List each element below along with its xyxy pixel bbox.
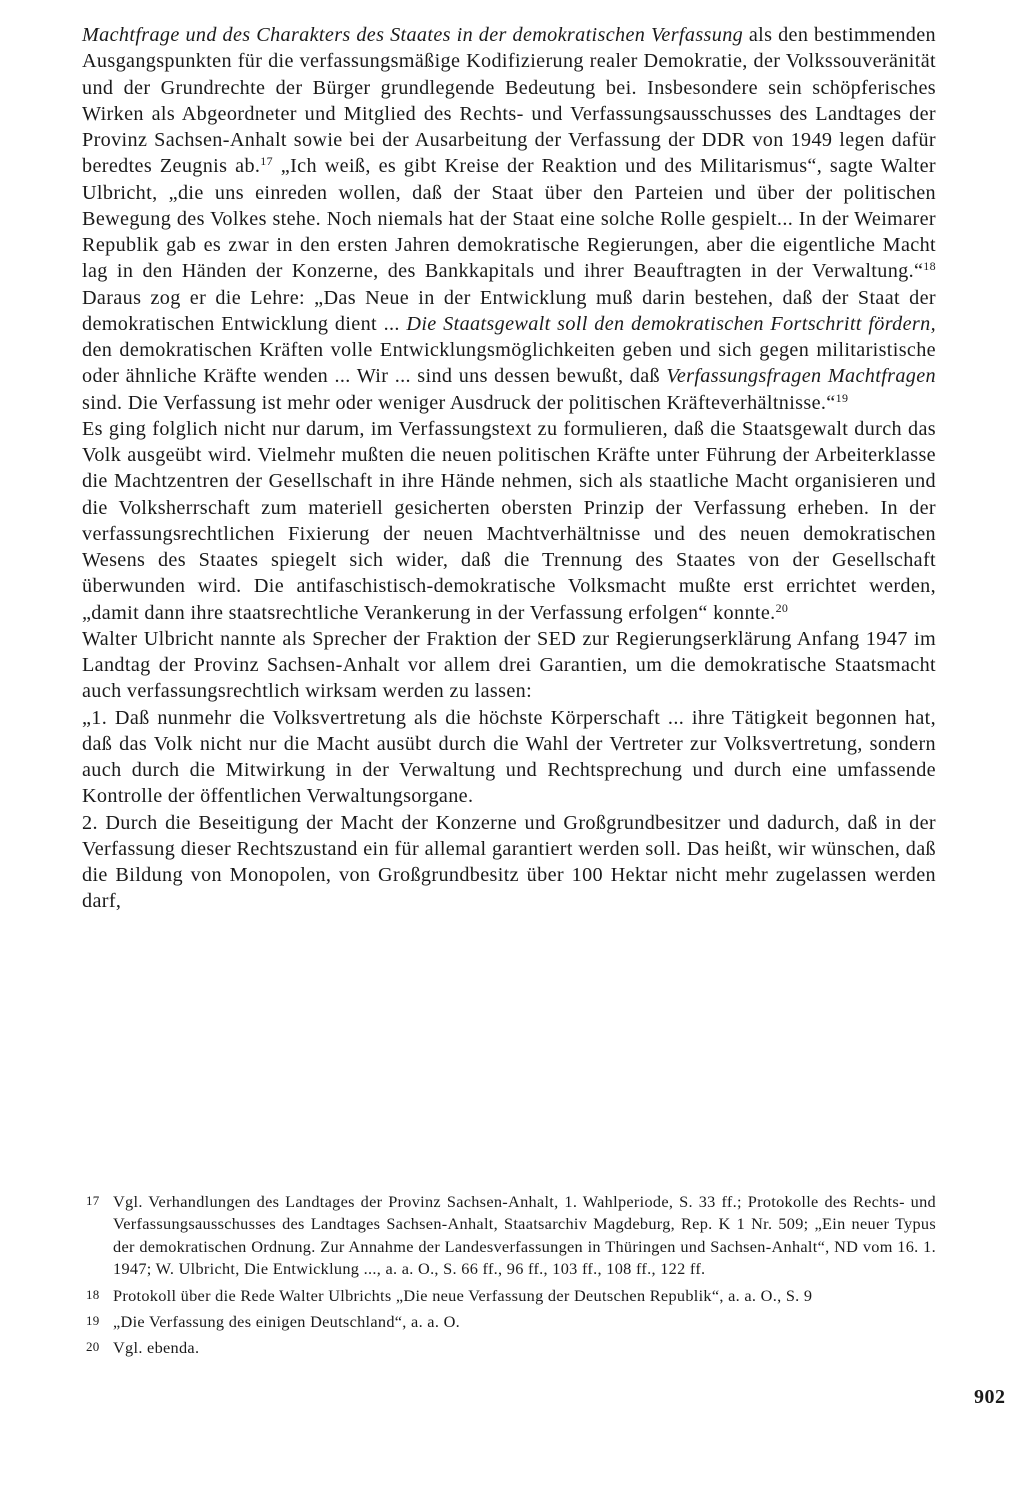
italic-phrase: Verfassungsfragen Machtfragen xyxy=(666,365,937,388)
italic-phrase: Die Staatsgewalt soll den demokratischen Fortschritt fördern, xyxy=(406,312,936,335)
paragraph-1 xyxy=(82,22,936,416)
footnote-ref-19: 19 xyxy=(835,390,849,405)
footnote-text: Vgl. ebenda. xyxy=(113,1338,200,1358)
footnote-ref-20: 20 xyxy=(775,600,789,615)
footnote-text: Vgl. Verhandlungen des Landtages der Provinz Sachsen-Anhalt, 1. Wahlperiode, S. 33 ff.; Protokolle des Rechts- und Verfassungsausschusses des Landtages Sachsen-Anhalt, Staatsarchiv Magdeburg, Rep. K 1 Nr. 509; „Ein neuer Typus der demokratischen Ordnung. Zur Annahme der Landesverfassungen in Thüringen und Sachsen-Anhalt“, ND vom 16. 1. 1947; W. Ulbricht, Die Entwicklung ..., a. a. O., S. 66 ff., 96 ff., 103 ff., 108 ff., 122 ff. xyxy=(113,1192,936,1279)
main-text xyxy=(82,22,936,915)
paragraph-5: 2. Durch die Beseitigung der Macht der Konzerne und Großgrundbesitzer und dadurch, daß in der Verfassung dieser Rechtszustand ein für allemal garantiert werden soll. Das heißt, wir wünschen, daß die Bildung von Monopolen, von Großgrundbesitz über 100 Hektar nicht mehr zugelassen werden darf, xyxy=(82,811,936,913)
footnote-number: 20 xyxy=(86,1339,100,1355)
footnote-ref-18: 18 xyxy=(923,259,936,274)
italic-phrase: Machtfrage und des Charakters des Staates in der demokratischen Verfassung xyxy=(82,24,744,46)
text-run: „Ich weiß, es gibt Kreise der Reaktion und des Militarismus“, sagte Walter Ulbricht, „die uns einreden wollen, daß der Staat über den Parteien und über der politischen Bewegung des Volkes stehe. Noch niemals hat der Staat eine solche Rolle gespielt... In der Weimarer Republik gab es zwar in den ersten Jahren demokratische Regierungen, aber die eigentliche Macht lag in den Händen der Konzerne, des Bankkapitals und ihrer Beauftragten in der Verwaltung.“ xyxy=(82,155,936,283)
text-run: als den bestimmenden Ausgangspunkten für die verfassungsmäßige Kodifizierung realer Demokratie, der Volkssouveränität und der Grundrechte der Bürger grundlegende Bedeutung bei. Insbesondere sein schöpferisches Wirken als Abgeordneter und Mitglied des Rechts- und Verfassungsausschusses des Landtages der Provinz Sachsen-Anhalt sowie bei der Ausarbeitung der Verfassung der DDR von 1949 legen dafür beredtes Zeugnis ab. xyxy=(82,24,936,178)
footnote-text: „Die Verfassung des einigen Deutschland“, a. a. O. xyxy=(113,1312,460,1332)
footnote-text: Protokoll über die Rede Walter Ulbrichts „Die neue Verfassung der Deutschen Republik“, a. a. O., S. 9 xyxy=(113,1285,813,1305)
text-run: Daraus zog er die Lehre: „Das Neue in der Entwicklung muß darin bestehen, daß der Staat der demokratischen Entwicklung dient ... xyxy=(82,286,936,335)
text-run: den demokratischen Kräften volle Entwicklungsmöglichkeiten geben und sich gegen militaristische oder ähnliche Kräfte wenden ... Wir ... sind uns dessen bewußt, daß xyxy=(82,339,936,388)
footnote-20 xyxy=(86,1337,936,1359)
footnote-19 xyxy=(86,1311,936,1333)
footnote-number: 18 xyxy=(86,1286,100,1302)
text-run: sind. Die Verfassung ist mehr oder weniger Ausdruck der politischen Kräfteverhältnisse.“ xyxy=(82,391,836,414)
page-number: 902 xyxy=(974,1386,1006,1408)
paragraph-3: Walter Ulbricht nannte als Sprecher der Fraktion der SED zur Regierungserklärung Anfang 1947 im Landtag der Provinz Sachsen-Anhalt vor allem drei Garantien, um die demokratische Staatsmacht auch verfassungsrechtlich wirksam werden zu lassen: xyxy=(82,627,936,703)
footnote-ref-17: 17 xyxy=(260,154,273,169)
footnote-number: 17 xyxy=(86,1193,100,1208)
footnote-18 xyxy=(86,1285,936,1307)
footnote-17 xyxy=(86,1191,936,1281)
footnotes xyxy=(86,1191,936,1364)
paragraph-2 xyxy=(82,416,936,626)
footnote-number: 19 xyxy=(86,1313,100,1329)
paragraph-4: „1. Daß nunmehr die Volksvertretung als die höchste Körperschaft ... ihre Tätigkeit begonnen hat, daß das Volk nicht nur die Macht ausübt durch die Wahl der Vertreter zur Volksvertretung, sondern auch durch die Mitwirkung in der Verwaltung und Rechtsprechung und durch eine umfassende Kontrolle der öffentlichen Verwaltungsorgane. xyxy=(82,706,936,808)
text-run: Es ging folglich nicht nur darum, im Verfassungstext zu formulieren, daß die Staatsgewalt durch das Volk ausgeübt wird. Vielmehr mußten die neuen politischen Kräfte unter Führung der Arbeiterklasse die Machtzentren der Gesellschaft in ihre Hände nehmen, sich als staatliche Macht organisieren und die Volksherrschaft zum materiell gesicherten obersten Prinzip der Verfassung erheben. In der verfassungsrechtlichen Fixierung der neuen Machtverhältnisse und des neuen demokratischen Wesens des Staates spiegelt sich wider, daß die Trennung des Staates von der Gesellschaft überwunden wird. Die antifaschistisch-demokratische Volksmacht mußte erst errichtet werden, „damit dann ihre staatsrechtliche Verankerung in der Verfassung erfolgen“ konnte. xyxy=(82,417,936,624)
